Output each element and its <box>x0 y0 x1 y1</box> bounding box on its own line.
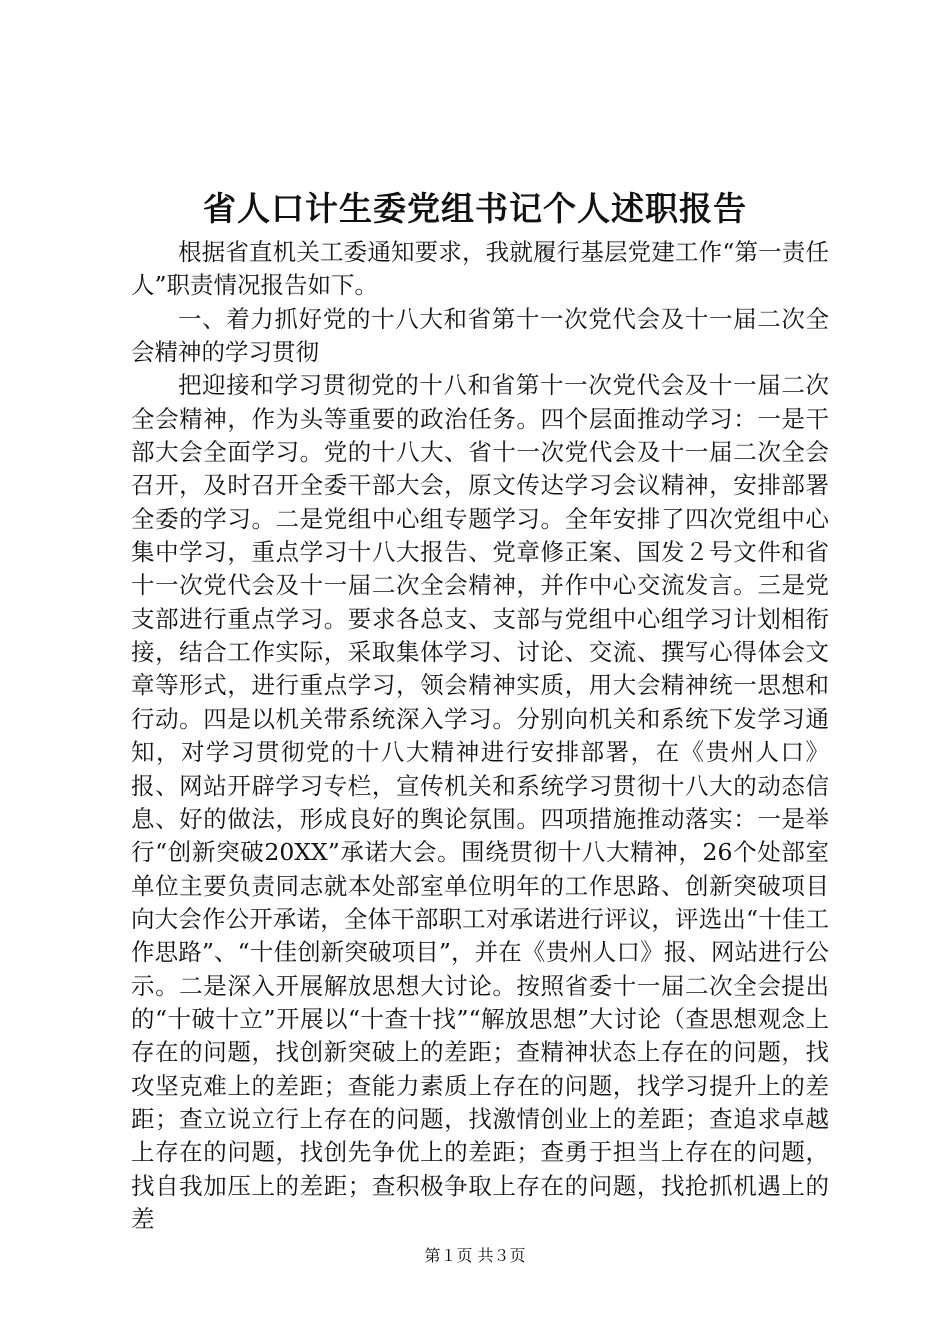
paragraph-main: 把迎接和学习贯彻党的十八和省第十一次党代会及十一届二次全会精神，作为头等重要的政治任务。四个层面推动学习：一是干部大会全面学习。党的十八大、省十一次党代会及十一届二次全会召开，及时召开全委干部大会，原文传达学习会议精神，安排部署全委的学习。二是党组中心组专题学习。全年安排了四次党组中心集中学习，重点学习十八大报告、党章修正案、国发２号文件和省十一次党代会及十一届二次全会精神，并作中心交流发言。三是党支部进行重点学习。要求各总支、支部与党组中心组学习计划相衔接，结合工作实际，采取集体学习、讨论、交流、撰写心得体会文章等形式，进行重点学习，领会精神实质，用大会精神统一思想和行动。四是以机关带系统深入学习。分别向机关和系统下发学习通知，对学习贯彻党的十八大精神进行安排部署，在《贵州人口》报、网站开辟学习专栏，宣传机关和系统学习贯彻十八大的动态信息、好的做法，形成良好的舆论氛围。四项措施推动落实：一是举行“创新突破20XX”承诺大会。围绕贯彻十八大精神，26个处部室单位主要负责同志就本处部室单位明年的工作思路、创新突破项目向大会作公开承诺，全体干部职工对承诺进行评议，评选出“十佳工作思路”、“十佳创新突破项目”，并在《贵州人口》报、网站进行公示。二是深入开展解放思想大讨论。按照省委十一届二次全会提出的“十破十立”开展以“十查十找”“解放思想”大讨论（查思想观念上存在的问题，找创新突破上的差距；查精神状态上存在的问题，找攻坚克难上的差距；查能力素质上存在的问题，找学习提升上的差距；查立说立行上存在的问题，找激情创业上的差距；查追求卓越上存在的问题，找创先争优上的差距；查勇于担当上存在的问题，找自我加压上的差距；查积极争取上存在的问题，找抢抓机遇上的差 <box>131 371 829 1233</box>
document-body <box>131 236 829 1236</box>
paragraph-intro: 根据省直机关工委通知要求，我就履行基层党建工作“第一责任人”职责情况报告如下。 <box>131 238 829 300</box>
paragraph-section-heading: 一、着力抓好党的十八大和省第十一次党代会及十一届二次全会精神的学习贯彻 <box>131 304 829 367</box>
document-title: 省人口计生委党组书记个人述职报告 <box>203 189 747 228</box>
page-number: 第１页 共３页 <box>424 1246 526 1265</box>
